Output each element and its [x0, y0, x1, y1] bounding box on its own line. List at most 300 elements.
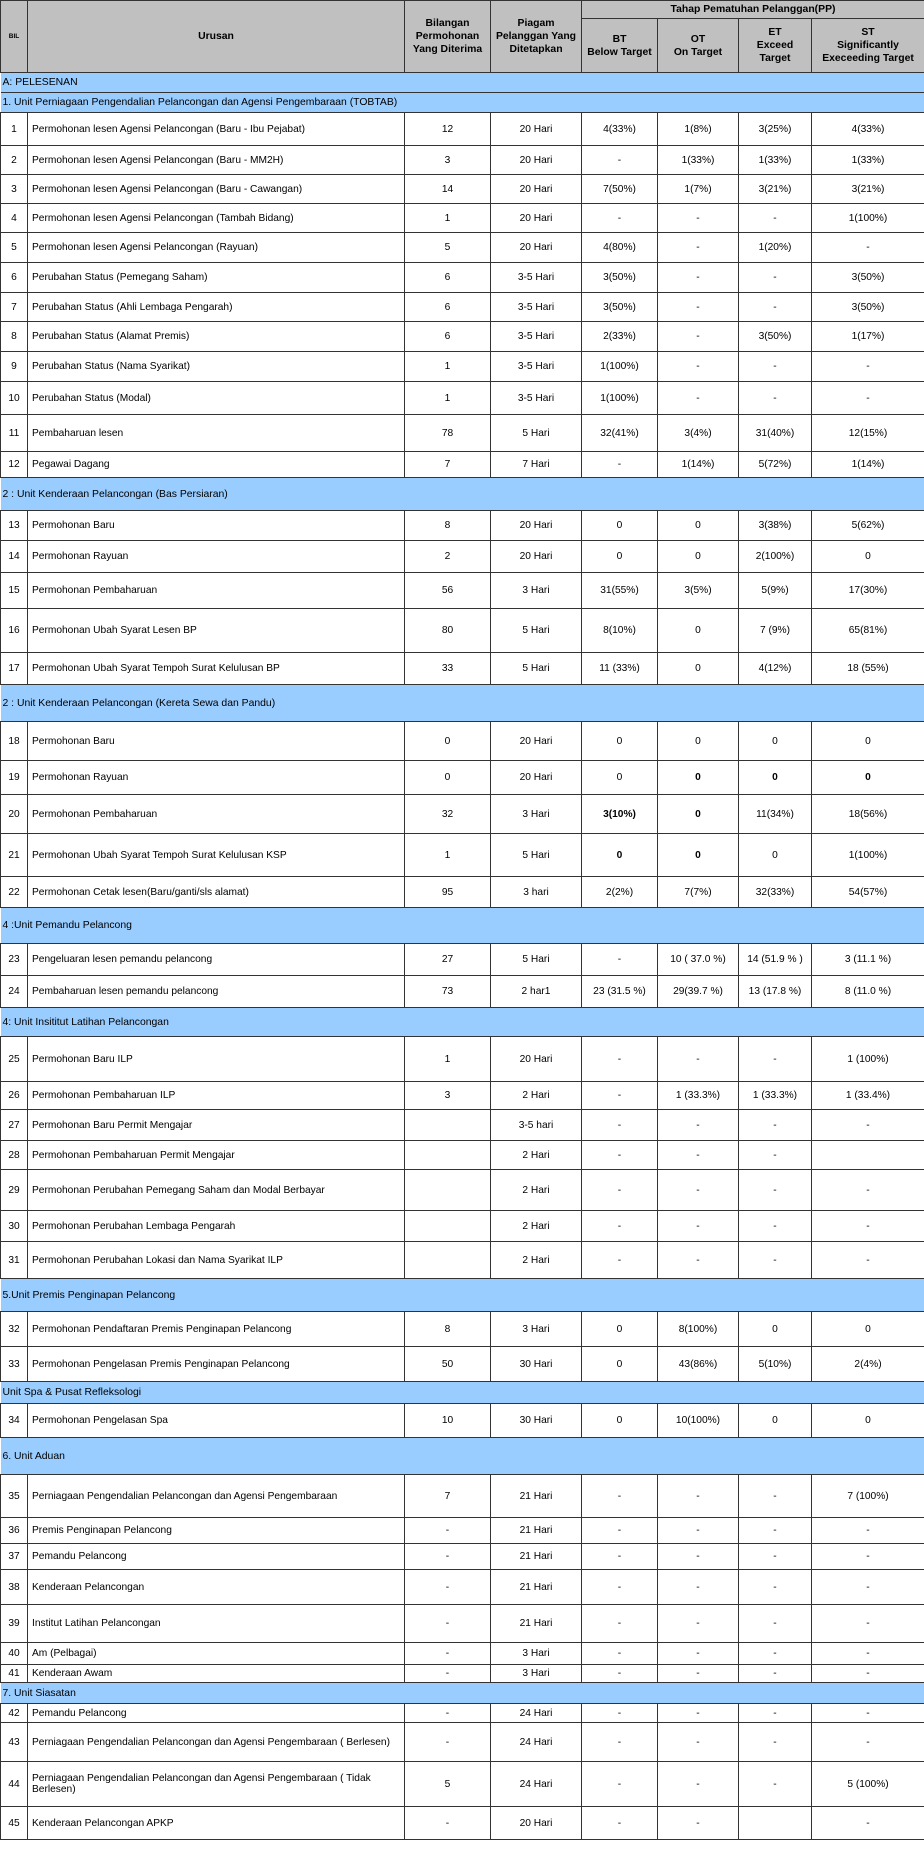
cell-piagam: 7 Hari	[491, 452, 582, 478]
table-body	[1, 73, 924, 1840]
cell-et: 3(25%)	[739, 113, 812, 146]
table-row	[1, 1312, 924, 1347]
cell-urusan: Permohonan Pendaftaran Premis Penginapan Pelancong	[28, 1312, 405, 1347]
cell-bilangan: 6	[405, 322, 491, 352]
table-row	[1, 175, 924, 204]
cell-urusan: Perniagaan Pengendalian Pelancongan dan Agensi Pengembaraan ( Tidak Berlesen)	[28, 1762, 405, 1807]
cell-bilangan: 0	[405, 761, 491, 795]
cell-bilangan: 80	[405, 609, 491, 653]
cell-bil: 30	[1, 1211, 28, 1242]
cell-ot: 3(5%)	[658, 573, 739, 609]
cell-ot: 0	[658, 834, 739, 877]
cell-ot: 0	[658, 511, 739, 541]
cell-et: 13 (17.8 %)	[739, 976, 812, 1008]
cell-bt: -	[582, 1807, 658, 1840]
cell-bil: 31	[1, 1242, 28, 1279]
cell-ot: 10(100%)	[658, 1404, 739, 1438]
cell-st: -	[812, 1570, 924, 1605]
cell-bil: 28	[1, 1141, 28, 1170]
cell-st: -	[812, 1518, 924, 1544]
table-row	[1, 976, 924, 1008]
table-row	[1, 1544, 924, 1570]
cell-bilangan: 14	[405, 175, 491, 204]
cell-bilangan: -	[405, 1544, 491, 1570]
cell-urusan: Permohonan lesen Agensi Pelancongan (Tambah Bidang)	[28, 204, 405, 233]
cell-bilangan: 1	[405, 352, 491, 382]
cell-bilangan: 6	[405, 263, 491, 293]
cell-et: 5(72%)	[739, 452, 812, 478]
cell-et: 0	[739, 761, 812, 795]
cell-ot: 1 (33.3%)	[658, 1082, 739, 1110]
cell-st: -	[812, 382, 924, 415]
cell-bil: 2	[1, 146, 28, 175]
cell-urusan: Pemandu Pelancong	[28, 1544, 405, 1570]
cell-urusan: Perubahan Status (Modal)	[28, 382, 405, 415]
cell-st: 1(14%)	[812, 452, 924, 478]
cell-ot: -	[658, 1037, 739, 1082]
cell-et: -	[739, 293, 812, 322]
cell-piagam: 21 Hari	[491, 1570, 582, 1605]
cell-st: 1(33%)	[812, 146, 924, 175]
cell-urusan: Perubahan Status (Ahli Lembaga Pengarah)	[28, 293, 405, 322]
cell-urusan: Kenderaan Pelancongan	[28, 1570, 405, 1605]
cell-piagam: 20 Hari	[491, 722, 582, 761]
table-row	[1, 1475, 924, 1518]
cell-bil: 43	[1, 1723, 28, 1762]
cell-bt: -	[582, 1518, 658, 1544]
cell-bilangan: 12	[405, 113, 491, 146]
cell-st: -	[812, 1544, 924, 1570]
cell-ot: -	[658, 263, 739, 293]
cell-bt: 23 (31.5 %)	[582, 976, 658, 1008]
cell-bilangan: 3	[405, 1082, 491, 1110]
cell-piagam: 3-5 Hari	[491, 263, 582, 293]
cell-urusan: Kenderaan Pelancongan APKP	[28, 1807, 405, 1840]
cell-st: -	[812, 1110, 924, 1141]
cell-ot: -	[658, 1110, 739, 1141]
cell-bt: 2(2%)	[582, 877, 658, 908]
cell-st: 1(100%)	[812, 834, 924, 877]
cell-urusan: Pegawai Dagang	[28, 452, 405, 478]
cell-piagam: 2 Hari	[491, 1141, 582, 1170]
cell-et: 5(9%)	[739, 573, 812, 609]
cell-piagam: 3-5 Hari	[491, 293, 582, 322]
cell-urusan: Permohonan Ubah Syarat Tempoh Surat Kelulusan KSP	[28, 834, 405, 877]
table-row	[1, 1704, 924, 1723]
cell-st: 0	[812, 541, 924, 573]
cell-bt: -	[582, 204, 658, 233]
cell-et: -	[739, 204, 812, 233]
cell-urusan: Permohonan Pembaharuan Permit Mengajar	[28, 1141, 405, 1170]
cell-bt: -	[582, 1170, 658, 1211]
cell-et: -	[739, 1211, 812, 1242]
cell-st	[812, 1141, 924, 1170]
cell-bilangan: -	[405, 1704, 491, 1723]
cell-st: 7 (100%)	[812, 1475, 924, 1518]
cell-ot: -	[658, 233, 739, 263]
cell-piagam: 20 Hari	[491, 1037, 582, 1082]
cell-bt: -	[582, 944, 658, 976]
cell-bil: 26	[1, 1082, 28, 1110]
cell-st: 0	[812, 1404, 924, 1438]
section-header	[1, 73, 924, 93]
cell-bil: 35	[1, 1475, 28, 1518]
section-title: 5.Unit Premis Penginapan Pelancong	[1, 1279, 924, 1312]
cell-bil: 16	[1, 609, 28, 653]
section-header	[1, 1008, 924, 1037]
table-row	[1, 1242, 924, 1279]
table-row	[1, 1141, 924, 1170]
cell-ot: -	[658, 1704, 739, 1723]
cell-et: -	[739, 1170, 812, 1211]
cell-bt: -	[582, 1242, 658, 1279]
cell-et: -	[739, 1643, 812, 1665]
cell-bil: 4	[1, 204, 28, 233]
cell-bt: -	[582, 146, 658, 175]
cell-bilangan: -	[405, 1665, 491, 1683]
cell-et: -	[739, 1704, 812, 1723]
cell-ot: 0	[658, 609, 739, 653]
section-title: 2 : Unit Kenderaan Pelancongan (Bas Persiaran)	[1, 478, 924, 511]
table-row	[1, 1807, 924, 1840]
section-header	[1, 478, 924, 511]
cell-piagam: 2 Hari	[491, 1170, 582, 1211]
cell-bilangan	[405, 1141, 491, 1170]
cell-et: 3(50%)	[739, 322, 812, 352]
cell-ot: -	[658, 1762, 739, 1807]
cell-piagam: 24 Hari	[491, 1723, 582, 1762]
cell-bil: 10	[1, 382, 28, 415]
cell-ot: -	[658, 1211, 739, 1242]
cell-piagam: 5 Hari	[491, 415, 582, 452]
cell-st: 0	[812, 761, 924, 795]
cell-bt: 0	[582, 1347, 658, 1382]
section-title: 4 :Unit Pemandu Pelancong	[1, 908, 924, 944]
cell-bil: 13	[1, 511, 28, 541]
cell-bt: -	[582, 1141, 658, 1170]
cell-st: -	[812, 233, 924, 263]
cell-ot: 29(39.7 %)	[658, 976, 739, 1008]
cell-et: -	[739, 1037, 812, 1082]
cell-piagam: 30 Hari	[491, 1404, 582, 1438]
cell-bt: -	[582, 1544, 658, 1570]
cell-bil: 33	[1, 1347, 28, 1382]
cell-urusan: Permohonan lesen Agensi Pelancongan (Baru - Cawangan)	[28, 175, 405, 204]
cell-ot: -	[658, 1605, 739, 1643]
header-urusan: Urusan	[28, 1, 405, 73]
cell-bt: -	[582, 1037, 658, 1082]
table-row	[1, 573, 924, 609]
cell-ot: -	[658, 352, 739, 382]
table-row	[1, 322, 924, 352]
cell-urusan: Permohonan Baru Permit Mengajar	[28, 1110, 405, 1141]
cell-bilangan: 78	[405, 415, 491, 452]
cell-piagam: 5 Hari	[491, 609, 582, 653]
cell-st: 1(17%)	[812, 322, 924, 352]
cell-urusan: Institut Latihan Pelancongan	[28, 1605, 405, 1643]
cell-bilangan: -	[405, 1643, 491, 1665]
cell-urusan: Pembaharuan lesen pemandu pelancong	[28, 976, 405, 1008]
cell-et: 4(12%)	[739, 653, 812, 685]
section-header	[1, 1279, 924, 1312]
cell-st: -	[812, 352, 924, 382]
table-row	[1, 1082, 924, 1110]
cell-ot: -	[658, 322, 739, 352]
cell-urusan: Permohonan Rayuan	[28, 761, 405, 795]
cell-bilangan: 2	[405, 541, 491, 573]
cell-st: 4(33%)	[812, 113, 924, 146]
table-row	[1, 293, 924, 322]
table-row	[1, 834, 924, 877]
cell-urusan: Permohonan Perubahan Lokasi dan Nama Syarikat ILP	[28, 1242, 405, 1279]
cell-bilangan: 50	[405, 1347, 491, 1382]
cell-urusan: Permohonan Pembaharuan ILP	[28, 1082, 405, 1110]
cell-bt: 0	[582, 834, 658, 877]
cell-ot: 0	[658, 795, 739, 834]
cell-urusan: Permohonan Ubah Syarat Tempoh Surat Kelulusan BP	[28, 653, 405, 685]
cell-piagam: 3 Hari	[491, 795, 582, 834]
cell-bt: -	[582, 1665, 658, 1683]
cell-urusan: Permohonan Perubahan Lembaga Pengarah	[28, 1211, 405, 1242]
table-row	[1, 1605, 924, 1643]
cell-et: -	[739, 1141, 812, 1170]
cell-urusan: Permohonan Pengelasan Premis Penginapan Pelancong	[28, 1347, 405, 1382]
table-row	[1, 609, 924, 653]
cell-piagam: 3 Hari	[491, 573, 582, 609]
cell-st: 18 (55%)	[812, 653, 924, 685]
table-row	[1, 1518, 924, 1544]
cell-ot: -	[658, 1242, 739, 1279]
cell-st: -	[812, 1211, 924, 1242]
cell-bil: 38	[1, 1570, 28, 1605]
cell-ot: -	[658, 1807, 739, 1840]
cell-ot: -	[658, 1170, 739, 1211]
cell-urusan: Premis Penginapan Pelancong	[28, 1518, 405, 1544]
cell-ot: 1(14%)	[658, 452, 739, 478]
cell-bilangan: 7	[405, 452, 491, 478]
table-row	[1, 382, 924, 415]
cell-et: -	[739, 1723, 812, 1762]
table-row	[1, 511, 924, 541]
table-row	[1, 541, 924, 573]
cell-bt: 31(55%)	[582, 573, 658, 609]
cell-piagam: 20 Hari	[491, 146, 582, 175]
cell-bt: 4(33%)	[582, 113, 658, 146]
section-title: 6. Unit Aduan	[1, 1438, 924, 1475]
cell-bil: 15	[1, 573, 28, 609]
section-header	[1, 1438, 924, 1475]
cell-bil: 20	[1, 795, 28, 834]
cell-et	[739, 1807, 812, 1840]
cell-et: -	[739, 352, 812, 382]
cell-bil: 23	[1, 944, 28, 976]
cell-st: 12(15%)	[812, 415, 924, 452]
cell-bil: 25	[1, 1037, 28, 1082]
cell-urusan: Perubahan Status (Nama Syarikat)	[28, 352, 405, 382]
cell-urusan: Perniagaan Pengendalian Pelancongan dan Agensi Pengembaraan ( Berlesen)	[28, 1723, 405, 1762]
cell-ot: 10 ( 37.0 %)	[658, 944, 739, 976]
cell-bilangan: 0	[405, 722, 491, 761]
table-row	[1, 452, 924, 478]
cell-ot: -	[658, 1723, 739, 1762]
header-bt: BT Below Target	[582, 19, 658, 73]
cell-piagam: 3 hari	[491, 877, 582, 908]
section-title: 1. Unit Perniagaan Pengendalian Pelancongan dan Agensi Pengembaraan (TOBTAB)	[1, 93, 924, 113]
cell-bt: 1(100%)	[582, 352, 658, 382]
cell-bil: 39	[1, 1605, 28, 1643]
table-row	[1, 1665, 924, 1683]
table-row	[1, 113, 924, 146]
cell-st: 2(4%)	[812, 1347, 924, 1382]
cell-bil: 12	[1, 452, 28, 478]
cell-ot: 1(33%)	[658, 146, 739, 175]
cell-bt: 4(80%)	[582, 233, 658, 263]
cell-et: 32(33%)	[739, 877, 812, 908]
cell-bil: 9	[1, 352, 28, 382]
cell-urusan: Permohonan Pembaharuan	[28, 573, 405, 609]
cell-et: 2(100%)	[739, 541, 812, 573]
table-row	[1, 1643, 924, 1665]
table-row	[1, 1404, 924, 1438]
cell-bt: 0	[582, 541, 658, 573]
cell-urusan: Permohonan lesen Agensi Pelancongan (Rayuan)	[28, 233, 405, 263]
table-row	[1, 795, 924, 834]
cell-st: -	[812, 1170, 924, 1211]
cell-bil: 45	[1, 1807, 28, 1840]
table-row	[1, 352, 924, 382]
cell-bilangan: 1	[405, 204, 491, 233]
cell-ot: 1(7%)	[658, 175, 739, 204]
cell-et: 7 (9%)	[739, 609, 812, 653]
cell-bil: 17	[1, 653, 28, 685]
cell-ot: 3(4%)	[658, 415, 739, 452]
cell-bt: 3(10%)	[582, 795, 658, 834]
cell-et: 1(33%)	[739, 146, 812, 175]
cell-ot: 0	[658, 541, 739, 573]
section-title: 7. Unit Siasatan	[1, 1683, 924, 1704]
cell-bilangan: 56	[405, 573, 491, 609]
cell-bilangan	[405, 1242, 491, 1279]
cell-bil: 37	[1, 1544, 28, 1570]
cell-bilangan: 6	[405, 293, 491, 322]
table-row	[1, 204, 924, 233]
table-row	[1, 1170, 924, 1211]
cell-urusan: Perniagaan Pengendalian Pelancongan dan Agensi Pengembaraan	[28, 1475, 405, 1518]
cell-st: 0	[812, 1312, 924, 1347]
cell-st: -	[812, 1643, 924, 1665]
cell-piagam: 3-5 Hari	[491, 382, 582, 415]
cell-ot: -	[658, 1570, 739, 1605]
cell-st: 54(57%)	[812, 877, 924, 908]
cell-ot: -	[658, 1141, 739, 1170]
cell-bilangan: -	[405, 1723, 491, 1762]
cell-ot: -	[658, 382, 739, 415]
table-row	[1, 653, 924, 685]
cell-piagam: 20 Hari	[491, 761, 582, 795]
cell-bt: 3(50%)	[582, 293, 658, 322]
section-header	[1, 93, 924, 113]
cell-st: 18(56%)	[812, 795, 924, 834]
cell-piagam: 3 Hari	[491, 1312, 582, 1347]
cell-piagam: 2 Hari	[491, 1211, 582, 1242]
section-title: A: PELESENAN	[1, 73, 924, 93]
cell-st: 3(21%)	[812, 175, 924, 204]
cell-urusan: Perubahan Status (Pemegang Saham)	[28, 263, 405, 293]
cell-st: 17(30%)	[812, 573, 924, 609]
cell-urusan: Pemandu Pelancong	[28, 1704, 405, 1723]
cell-piagam: 3-5 Hari	[491, 352, 582, 382]
section-title: 2 : Unit Kenderaan Pelancongan (Kereta Sewa dan Pandu)	[1, 685, 924, 722]
cell-bt: 0	[582, 1404, 658, 1438]
cell-et: 1(20%)	[739, 233, 812, 263]
cell-piagam: 3 Hari	[491, 1665, 582, 1683]
section-header	[1, 685, 924, 722]
cell-bilangan: 8	[405, 511, 491, 541]
cell-bil: 29	[1, 1170, 28, 1211]
cell-st: 65(81%)	[812, 609, 924, 653]
cell-et: 5(10%)	[739, 1347, 812, 1382]
table-row	[1, 761, 924, 795]
cell-bilangan	[405, 1110, 491, 1141]
cell-piagam: 21 Hari	[491, 1605, 582, 1643]
cell-piagam: 5 Hari	[491, 653, 582, 685]
cell-et: 3(38%)	[739, 511, 812, 541]
header-bilangan: Bilangan Permohonan Yang Diterima	[405, 1, 491, 73]
cell-bil: 22	[1, 877, 28, 908]
cell-bilangan: 7	[405, 1475, 491, 1518]
cell-bilangan: 95	[405, 877, 491, 908]
table-row	[1, 1110, 924, 1141]
table-row	[1, 877, 924, 908]
cell-st: -	[812, 1242, 924, 1279]
cell-et: -	[739, 1605, 812, 1643]
cell-et: 11(34%)	[739, 795, 812, 834]
cell-bt: -	[582, 452, 658, 478]
cell-urusan: Permohonan Baru ILP	[28, 1037, 405, 1082]
table-row	[1, 722, 924, 761]
cell-bil: 21	[1, 834, 28, 877]
cell-bt: 7(50%)	[582, 175, 658, 204]
cell-et: -	[739, 1475, 812, 1518]
cell-bt: 0	[582, 1312, 658, 1347]
cell-st: 1(100%)	[812, 204, 924, 233]
cell-piagam: 20 Hari	[491, 1807, 582, 1840]
cell-st: -	[812, 1665, 924, 1683]
cell-st: 3(50%)	[812, 293, 924, 322]
cell-piagam: 21 Hari	[491, 1518, 582, 1544]
cell-urusan: Permohonan Baru	[28, 722, 405, 761]
cell-et: -	[739, 382, 812, 415]
cell-st: -	[812, 1704, 924, 1723]
cell-urusan: Permohonan Pembaharuan	[28, 795, 405, 834]
cell-bilangan: 3	[405, 146, 491, 175]
cell-piagam: 21 Hari	[491, 1475, 582, 1518]
cell-ot: 0	[658, 761, 739, 795]
header-bil: BIL	[1, 1, 28, 73]
table-row	[1, 1762, 924, 1807]
cell-bilangan	[405, 1211, 491, 1242]
cell-ot: -	[658, 1665, 739, 1683]
cell-bilangan: 27	[405, 944, 491, 976]
cell-bt: 1(100%)	[582, 382, 658, 415]
cell-piagam: 20 Hari	[491, 233, 582, 263]
table-row	[1, 1570, 924, 1605]
header-ot: OT On Target	[658, 19, 739, 73]
table-row	[1, 233, 924, 263]
table-row	[1, 944, 924, 976]
cell-st: -	[812, 1807, 924, 1840]
cell-piagam: 5 Hari	[491, 944, 582, 976]
